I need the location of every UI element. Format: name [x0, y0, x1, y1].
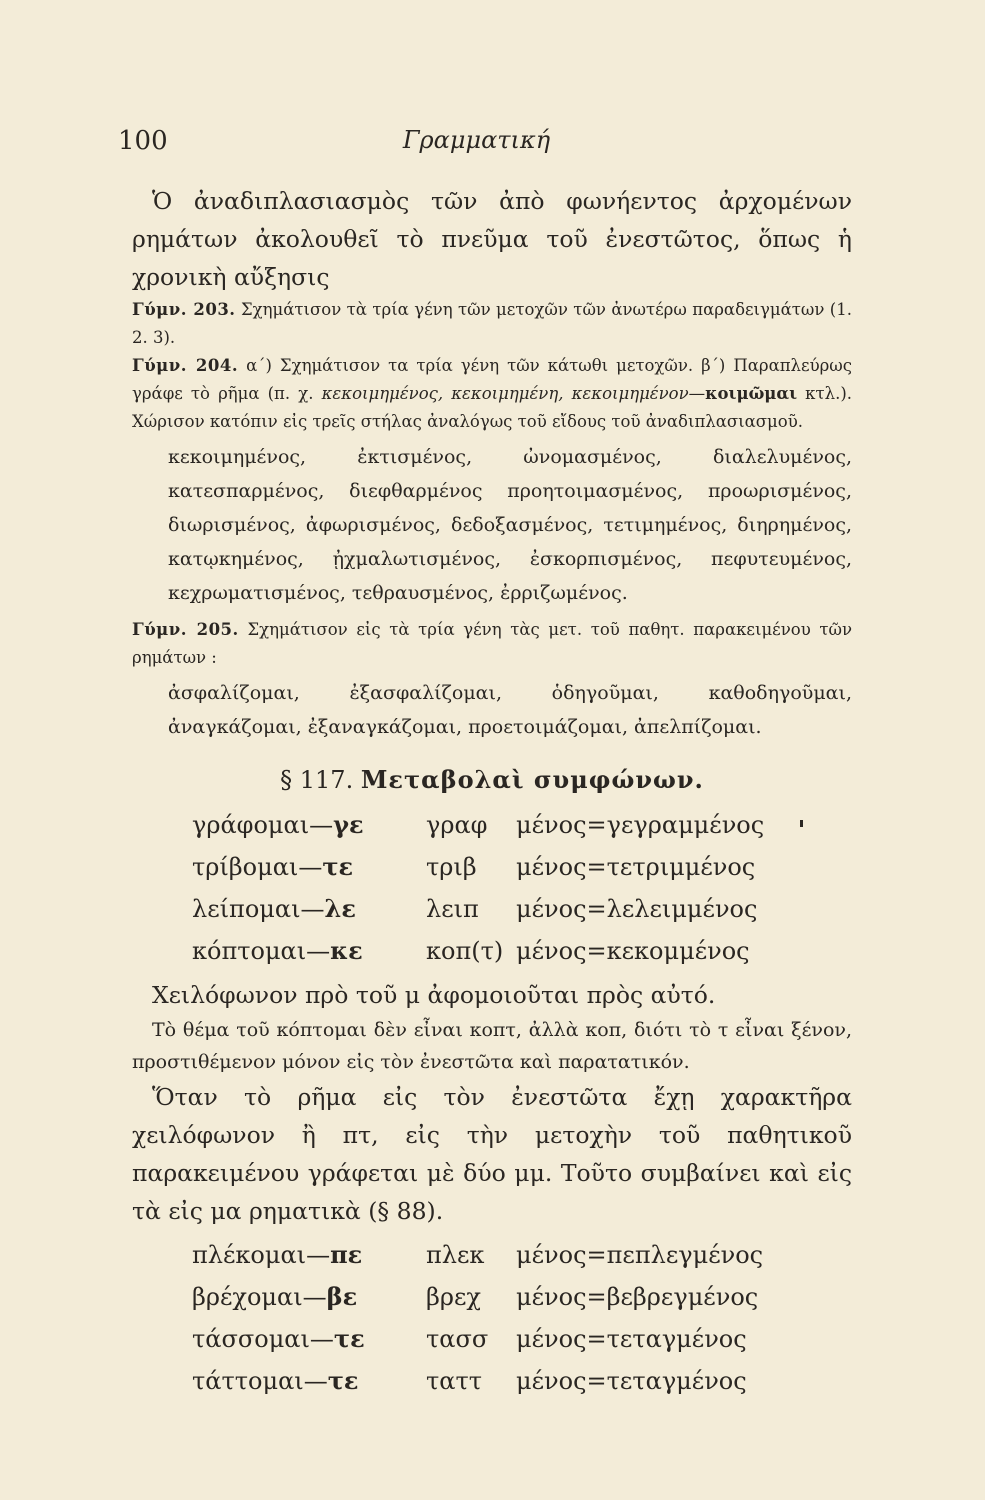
result: γεγραμμένος: [606, 811, 765, 839]
print-mark: [800, 820, 803, 827]
stem: τριβ: [426, 853, 477, 881]
table-row: [192, 1234, 852, 1276]
stem: κοπ(τ): [426, 937, 504, 965]
table-row: [192, 930, 852, 972]
exercise-example: κεκοιμημένος, κεκοιμημένη, κεκοιμημένον—: [321, 384, 706, 403]
stem: τασσ: [426, 1325, 489, 1353]
stem: λειπ: [426, 895, 479, 923]
reduplication: τε: [322, 852, 354, 881]
reduplication: τε: [333, 1324, 365, 1353]
rule-double-mu: Ὅταν τὸ ρῆμα εἰς τὸν ἐνεστῶτα ἔχῃ χαρακτῆρα χειλόφωνον ἢ πτ, εἰς τὴν μετοχὴν τοῦ παθητικοῦ παρακειμένου γράφεται μὲ δύο μμ. Τοῦτο συμβαίνει καὶ εἰς τὰ εἰς μα ρηματικὰ (§ 88).: [132, 1083, 852, 1225]
exercise-label: Γύμν. 204.: [132, 356, 239, 375]
exercise-203: [132, 296, 852, 352]
suffix: μένος=: [516, 1283, 607, 1311]
note-kopt-stem: Τὸ θέμα τοῦ κόπτομαι δὲν εἶναι κοπτ, ἀλλὰ κοπ, διότι τὸ τ εἶναι ξένον, προστιθέμενον μόνον εἰς τὸν ἐνεστῶτα καὶ παρατατικόν.: [132, 1019, 852, 1073]
suffix: μένος=: [516, 1325, 607, 1353]
exercise-text: Σχημάτισον τὰ τρία γένη τῶν μετοχῶν τῶν ἀνωτέρω παραδειγμάτων (1. 2. 3).: [132, 300, 852, 347]
verb: τάσσομαι—: [192, 1325, 334, 1353]
exercise-204: [132, 352, 852, 436]
section-title: Μεταβολαὶ συμφώνων.: [360, 765, 704, 794]
verb: γράφομαι—: [192, 811, 334, 839]
exercise-205: [132, 616, 852, 672]
exercise-204-word-list: κεκοιμημένος, ἐκτισμένος, ὠνομασμένος, διαλελυμένος, κατεσπαρμένος, διεφθαρμένος προητοιμασμένος, προωρισμένος, διωρισμένος, ἀφωρισμένος, δεδοξασμένος, τετιμημένος, διηρημένος, κατῳκημένος, ᾐχμαλωτισμένος, ἐσκορπισμένος, πεφυτευμένος, κεχρωματισμένος, τεθραυσμένος, ἐρριζωμένος.: [168, 446, 852, 604]
result: τεταγμένος: [606, 1325, 747, 1353]
rule-labial-assimilation: Χειλόφωνον πρὸ τοῦ μ ἀφομοιοῦται πρὸς αὐτό.: [152, 981, 716, 1009]
table-row: [192, 846, 852, 888]
suffix: μένος=: [516, 937, 607, 965]
result: τεταγμένος: [606, 1367, 747, 1395]
suffix: μένος=: [516, 853, 607, 881]
result: πεπλεγμένος: [606, 1241, 764, 1269]
page-number: 100: [118, 126, 168, 156]
exercise-label: Γύμν. 203.: [132, 300, 236, 319]
suffix: μένος=: [516, 895, 607, 923]
suffix: μένος=: [516, 1241, 607, 1269]
reduplication: βε: [326, 1282, 358, 1311]
table-row: [192, 1318, 852, 1360]
verb: κόπτομαι—: [192, 937, 331, 965]
exercise-text: α΄) Σχημάτισον τα τρία γένη τῶν κάτωθι μετοχῶν. β΄) Παραπλεύρως γράφε τὸ ρῆμα (π. χ.: [132, 356, 852, 403]
table-row: [192, 804, 852, 846]
result: βεβρεγμένος: [606, 1283, 759, 1311]
intro-paragraph: Ὁ ἀναδιπλασιασμὸς τῶν ἀπὸ φωνήεντος ἀρχομένων ρημάτων ἀκολουθεῖ τὸ πνεῦμα τοῦ ἐνεστῶτος, ὅπως ἡ χρονικὴ αὔξησις: [132, 187, 852, 291]
stem: ταττ: [426, 1367, 483, 1395]
suffix: μένος=: [516, 811, 607, 839]
verb: πλέκομαι—: [192, 1241, 331, 1269]
reduplication: κε: [330, 936, 363, 965]
exercise-text: Σχημάτισον εἰς τὰ τρία γένη τὰς μετ. τοῦ παθητ. παρακειμένου τῶν ρημάτων :: [132, 620, 852, 667]
section-number: § 117.: [280, 766, 354, 794]
running-title: Γραμματική: [402, 126, 551, 154]
verb: λείπομαι—: [192, 895, 325, 923]
exercise-text-continued: κτλ.). Χώρισον κατόπιν εἰς τρεῖς στήλας ἀναλόγως τοῦ εἴδους τοῦ ἀναδιπλασιασμοῦ.: [132, 384, 852, 431]
result: τετριμμένος: [606, 853, 756, 881]
verb: βρέχομαι—: [192, 1283, 327, 1311]
verb: τάττομαι—: [192, 1367, 328, 1395]
reduplication: πε: [330, 1240, 363, 1269]
verb: τρίβομαι—: [192, 853, 323, 881]
stem: πλεκ: [426, 1241, 485, 1269]
result: κεκομμένος: [606, 937, 750, 965]
table-row: [192, 1276, 852, 1318]
reduplication: γε: [333, 810, 364, 839]
stem: γραφ: [426, 811, 488, 839]
stem: βρεχ: [426, 1283, 481, 1311]
result: λελειμμένος: [606, 895, 758, 923]
consonant-change-table-2: [192, 1234, 852, 1402]
table-row: [192, 888, 852, 930]
exercise-205-word-list: ἀσφαλίζομαι, ἐξασφαλίζομαι, ὁδηγοῦμαι, καθοδηγοῦμαι, ἀναγκάζομαι, ἐξαναγκάζομαι, προετοιμάζομαι, ἀπελπίζομαι.: [168, 682, 852, 738]
suffix: μένος=: [516, 1367, 607, 1395]
page-header: [118, 126, 835, 166]
table-row: [192, 1360, 852, 1402]
section-heading: [132, 760, 852, 800]
exercise-label: Γύμν. 205.: [132, 620, 239, 639]
reduplication: τε: [327, 1366, 359, 1395]
consonant-change-table-1: [192, 804, 852, 972]
reduplication: λε: [324, 894, 356, 923]
exercise-example-verb: κοιμῶμαι: [705, 384, 798, 403]
page-body: [132, 182, 852, 1406]
